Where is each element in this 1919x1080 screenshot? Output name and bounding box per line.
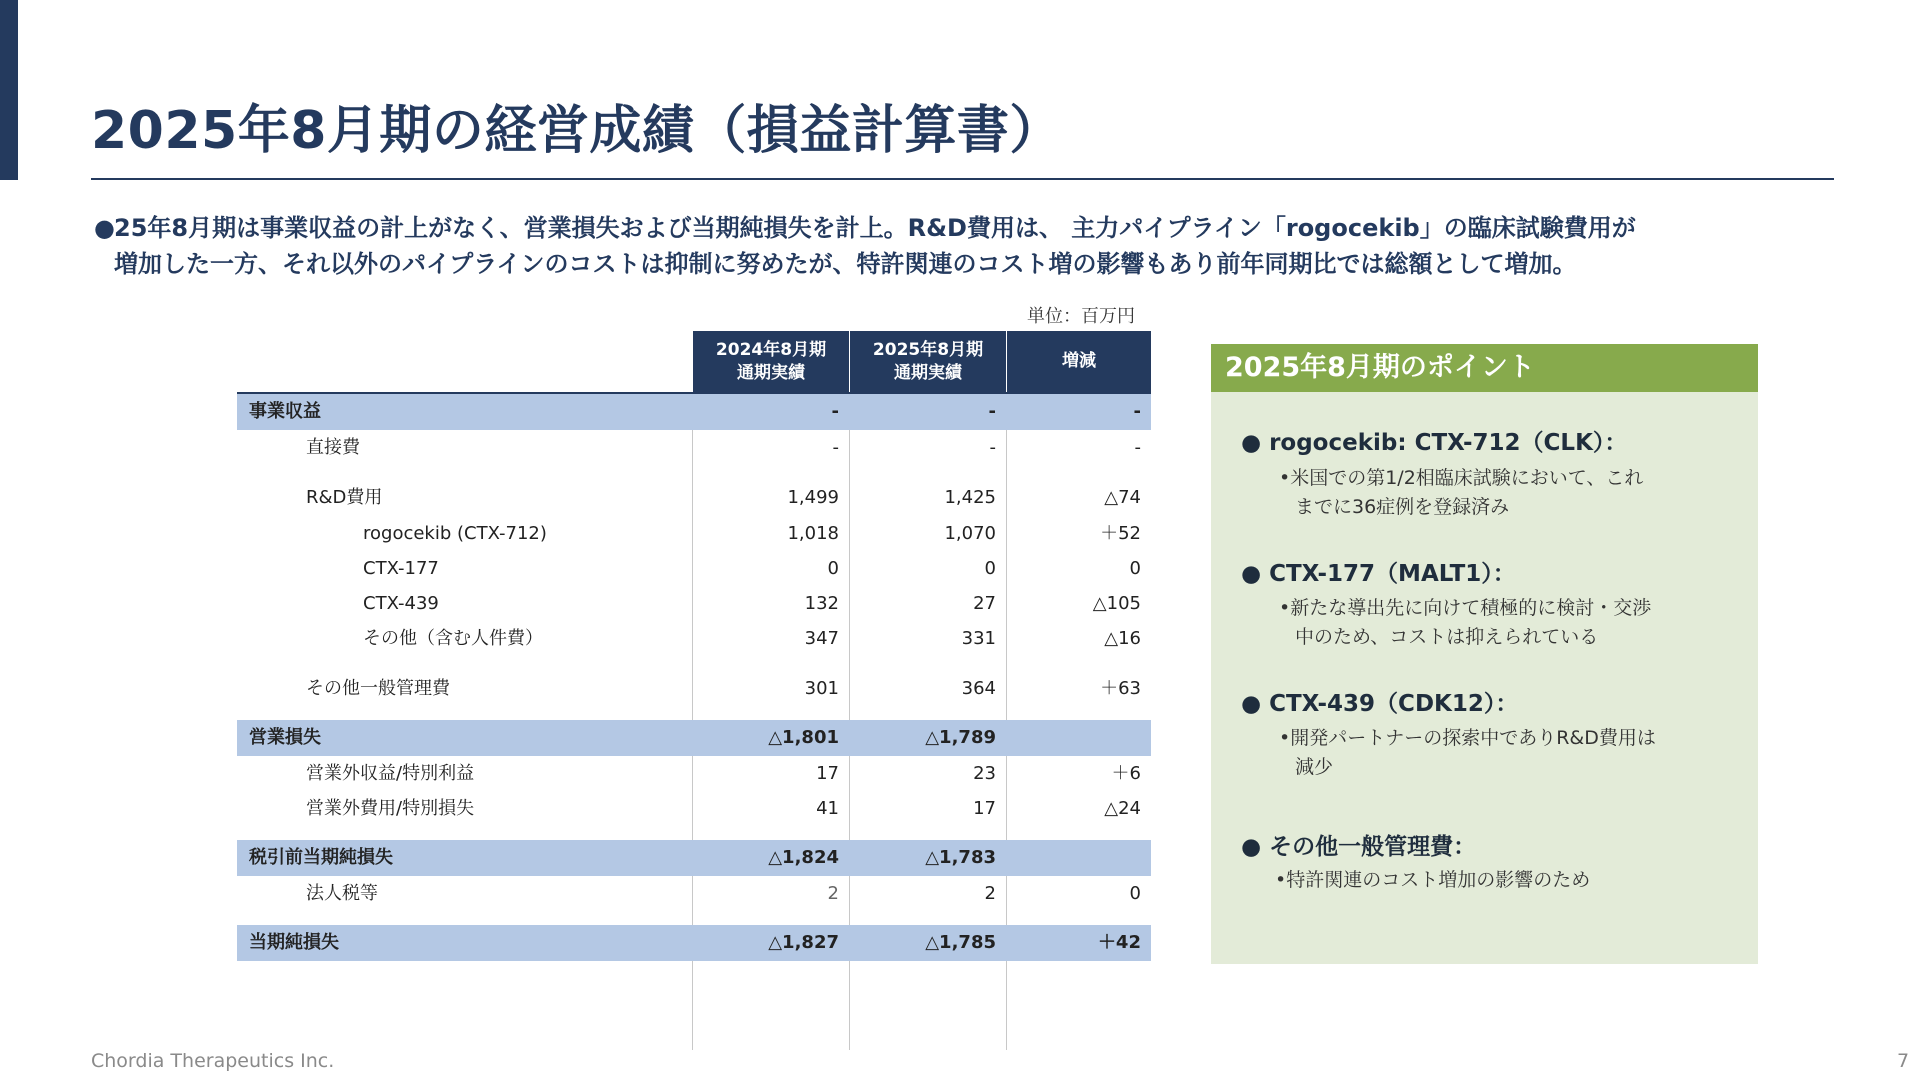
point-body-line: •特許関連のコスト増加の影響のため [1275,869,1591,891]
point-body-line: 中のため、コストは抑えられている [1295,626,1599,648]
cell-fy2025: △1,785 [925,932,996,953]
table-row [237,480,1151,516]
header-fy2025-line1: 2025年8月期 [872,339,984,360]
header-fy2025 [850,331,1006,392]
row-label: その他（含む人件費） [363,628,543,649]
cell-fy2024: △1,827 [768,932,839,953]
cell-change: - [1134,437,1141,458]
cell-fy2024: - [832,437,839,458]
cell-fy2024: △1,824 [768,847,839,868]
cell-fy2024: 1,018 [787,523,839,544]
table-row [237,720,1151,756]
table-row [237,551,1151,587]
cell-fy2024: △1,801 [768,727,839,748]
cell-fy2025: 0 [984,558,996,579]
cell-fy2025: - [989,437,996,458]
cell-change: △16 [1104,628,1141,649]
cell-change [1007,840,1141,876]
key-points-panel [1211,344,1758,964]
cell-fy2025: △1,789 [925,727,996,748]
point-title: ● CTX-177（MALT1）： [1241,561,1516,587]
cell-change: 0 [1129,883,1141,904]
row-label: R&D費用 [306,487,383,508]
cell-fy2025: 2 [984,883,996,904]
table-row [237,430,1151,466]
row-label: その他一般管理費 [306,678,450,699]
point-title: ● その他一般管理費： [1241,834,1477,860]
row-label: 当期純損失 [249,932,339,953]
cell-change [1007,720,1141,756]
table-row [237,756,1151,792]
summary-line-1: 25年8月期は事業収益の計上がなく、営業損失および当期純損失を計上。R&D費用は、 主力パイプライン「rogocekib」の臨床試験費用が [114,214,1636,242]
cell-fy2025: 23 [973,763,996,784]
header-change-line1: 増減 [1062,351,1096,371]
cell-change: ＋52 [1100,523,1141,544]
cell-fy2024: 132 [804,593,839,614]
summary-line-2: 増加した一方、それ以外のパイプラインのコストは抑制に努めたが、特許関連のコスト増の影響もあり前年同期比では総額として増加。 [114,250,1577,278]
header-change [1007,331,1151,392]
cell-change: - [1133,401,1141,422]
table-row [237,876,1151,912]
cell-fy2025: 1,070 [944,523,996,544]
key-points-heading: 2025年8月期のポイント [1211,344,1758,392]
cell-fy2024: 17 [816,763,839,784]
cell-fy2025: - [988,401,996,422]
table-row [237,671,1151,707]
header-fy2024-line2: 通期実績 [737,362,805,383]
summary-bullet: ● [94,214,115,242]
point-body-line: •開発パートナーの探索中でありR&D費用は [1279,727,1656,749]
row-label: 直接費 [306,437,360,458]
point-body-line: •新たな導出先に向けて積極的に検討・交渉 [1279,597,1652,619]
row-label: 事業収益 [249,401,321,422]
row-label: 営業損失 [249,727,321,748]
cell-fy2024: 1,499 [787,487,839,508]
cell-fy2024: 0 [827,558,839,579]
table-row [237,394,1151,430]
cell-fy2024: 2 [827,883,839,904]
cell-fy2025: 17 [973,798,996,819]
table-row [237,586,1151,622]
table-row [237,791,1151,827]
cell-fy2024: 347 [804,628,839,649]
point-title: ● rogocekib: CTX-712（CLK）： [1241,430,1628,456]
row-label: rogocekib (CTX-712) [363,523,547,544]
cell-change: 0 [1129,558,1141,579]
cell-fy2024: - [831,401,839,422]
cell-fy2025: 364 [961,678,996,699]
title-accent-bar [0,0,18,180]
header-fy2024 [693,331,849,392]
row-label: 営業外収益/特別利益 [306,763,475,784]
header-fy2024-line1: 2024年8月期 [715,339,827,360]
point-body-line: 減少 [1295,756,1334,778]
cell-change: △74 [1104,487,1141,508]
page-number: 7 [1897,1050,1910,1072]
cell-fy2025: 331 [961,628,996,649]
point-body-line: •米国での第1/2相臨床試験において、これ [1279,467,1644,489]
cell-change: △105 [1092,593,1141,614]
cell-fy2024: 41 [816,798,839,819]
point-title: ● CTX-439（CDK12）： [1241,691,1519,717]
row-label: CTX-177 [363,558,439,579]
row-label: 法人税等 [306,883,378,904]
page-title: 2025年8月期の経営成績（損益計算書） [91,101,1062,161]
table-row [237,621,1151,657]
point-body-line: までに36症例を登録済み [1295,496,1510,518]
row-label: CTX-439 [363,593,439,614]
cell-change: ＋63 [1100,678,1141,699]
cell-change: ＋42 [1097,932,1141,953]
title-divider [91,178,1834,180]
row-label: 税引前当期純損失 [249,847,393,868]
cell-change: ＋6 [1111,763,1141,784]
cell-fy2024: 301 [804,678,839,699]
footer-company: Chordia Therapeutics Inc. [91,1050,335,1072]
cell-fy2025: 27 [973,593,996,614]
table-row [237,516,1151,552]
row-label: 営業外費用/特別損失 [306,798,475,819]
cell-fy2025: △1,783 [925,847,996,868]
table-row [237,840,1151,876]
cell-fy2025: 1,425 [944,487,996,508]
unit-label: 単位：百万円 [1027,306,1135,327]
header-fy2025-line2: 通期実績 [894,362,962,383]
cell-change: △24 [1104,798,1141,819]
table-row [237,925,1151,961]
